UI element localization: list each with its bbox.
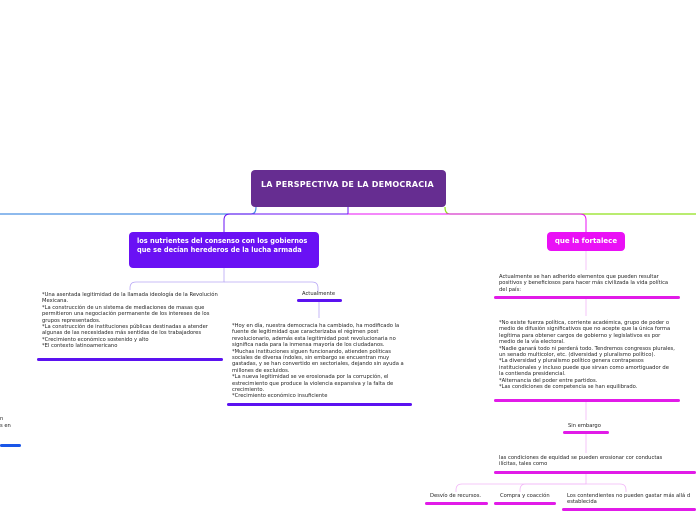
leaf-vote-buying[interactable]: Compra y coacción [500, 493, 550, 499]
subtopic-positive-elements[interactable]: Actualmente se han adherido elementos que pueden resultar positivos y beneficiosos para hacer más civilizada la vida política del país: [499, 274, 669, 293]
topic-consensus-nutrients-label: los nutrientes del consenso con los gobiernos que se decían herederos de la lucha armada [137, 237, 308, 254]
leaf-diversion-underline [425, 502, 488, 505]
offscreen-node-text-line2: s en [0, 423, 11, 429]
subtopic-currently[interactable]: Actualmente [302, 291, 336, 297]
leaf-spending-limit-underline [562, 508, 696, 511]
leaf-diversion-of-resources[interactable]: Desvío de recursos. [430, 493, 482, 499]
offscreen-node-text-line1: n [0, 416, 4, 422]
subtopic-current-democracy[interactable]: *Hoy en día, nuestra democracia ha cambiado, ha modificado la fuente de legitimidad que caracterizaba el régimen post revolucionario, además esta legitimidad post revolucionaria no significa nada para la inmensa mayoría de los ciudadanos. *Muchas instituciones siguen funcionando, atienden políticas sociales de diversa índoles, sin embargo se encuentran muy gastadas, y se han convertido en sectoriales, dejando sin ayuda a millones de excluidos. *La nueva legitimidad se ve erosionada por la corrupción, el estrecimiento que produce la violencia expansiva y la falta de crecimiento. *Crecimiento económico insuficiente [232, 323, 404, 400]
subtopic-however[interactable]: Sin embargo [568, 423, 601, 429]
subtopic-equity-conditions-underline [494, 471, 696, 474]
central-topic[interactable] [251, 170, 446, 207]
central-topic-label: LA PERSPECTIVA DE LA DEMOCRACIA [261, 180, 434, 189]
subtopic-electoral-points[interactable]: *No existe fuerza política, corriente académica, grupo de poder o medio de difusión significativos que no acepte que la única forma legítima para obtener cargos de gobierno y legislativos es por medio de la vía electoral. *Nadie ganará todo ni perderá todo. Tendremos congresos plurales, un senado multicolor, etc. (diversidad y pluralismo político). *La diversidad y pluralismo político genera contrapesos institucionales y incluso puede que sirvan como amortiguador de la contienda presidencial. *Alternancia del poder entre partidos. *Las condiciones de competencia se han equilibrado. [499, 320, 675, 391]
subtopic-historical-legitimacy[interactable]: *Una asentada legitimidad de la llamada ideología de la Revolución Mexicana. *La construcción de un sistema de mediaciones de masas que permitieron una negociación permanente de los intereses de los grupos representados. *La construcción de instituciones públicas destinadas a atender algunas de las necesidades más sentidas de los trabajadores *Crecimiento económico sostenido y alto *El contexto latinoamericano [42, 292, 218, 350]
topic-strengthens[interactable] [547, 232, 625, 251]
subtopic-current-democracy-underline [227, 403, 412, 406]
subtopic-positive-elements-underline [494, 296, 680, 299]
subtopic-however-underline [563, 431, 609, 434]
subtopic-historical-legitimacy-underline [37, 358, 223, 361]
subtopic-electoral-points-underline [494, 399, 680, 402]
topic-strengthens-label: que la fortalece [554, 237, 618, 245]
leaf-spending-limit[interactable]: Los contendientes no pueden gastar más allá d establecida [567, 493, 691, 506]
subtopic-equity-conditions[interactable]: las condiciones de equidad se pueden erosionar cor conductas ilícitas, tales como [499, 455, 663, 468]
subtopic-currently-underline [297, 299, 342, 302]
offscreen-node-underline [0, 444, 21, 447]
leaf-vote-buying-underline [494, 502, 556, 505]
topic-consensus-nutrients[interactable] [129, 232, 319, 268]
